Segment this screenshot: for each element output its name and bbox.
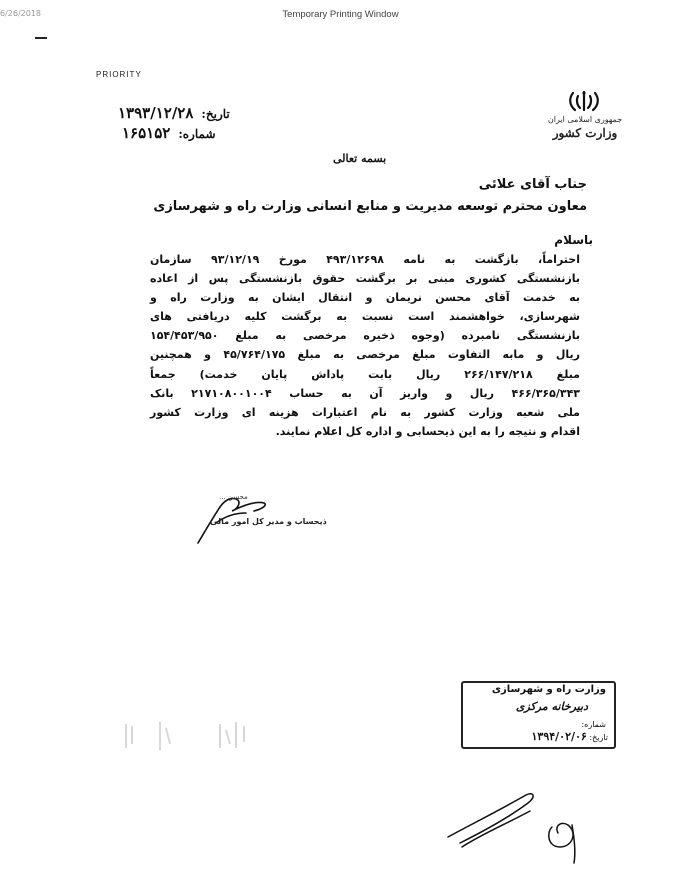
- stamp-number-label: شماره:: [581, 720, 606, 729]
- number-value: ۱۶۵۱۵۲: [122, 124, 171, 142]
- window-title: Temporary Printing Window: [282, 9, 399, 20]
- date-label: تاریخ:: [201, 107, 230, 121]
- body-line: ریال و مابه التفاوت مبلغ مرخصی به مبلغ ۴۵/۷۶۴/۱۷۵ و همچنین: [150, 348, 580, 362]
- receipt-stamp: [461, 681, 616, 749]
- org-line-ministry: وزارت کشور: [552, 126, 618, 140]
- date-value: ۱۳۹۳/۱۲/۲۸: [118, 104, 194, 122]
- stamp-date-value: ۱۳۹۴/۰۲/۰۶: [531, 730, 587, 743]
- body-line: ۴۶۶/۳۶۵/۳۴۳ ریال و واریز آن به حساب ۲۱۷۱۰۸۰۰۱۰۰۴ بانک: [150, 386, 580, 400]
- stamp-org: وزارت راه و شهرسازی: [491, 684, 606, 695]
- iran-emblem-icon: [567, 90, 601, 112]
- print-date: 6/26/2018: [0, 9, 42, 18]
- body-line: شهرسازی، خواهشمند است نسبت به برگشت کلیه دریافتی های: [150, 310, 580, 324]
- addressee-title: معاون محترم توسعه مدیریت و منابع انسانی وزارت راه و شهرسازی: [153, 199, 587, 214]
- body-line: مبلغ ۲۶۶/۱۴۷/۲۱۸ ریال بابت پاداش پایان خدمت) جمعاً: [150, 367, 580, 381]
- handwritten-annotation: [440, 775, 600, 875]
- body-line: به خدمت آقای محسن نریمان و انتقال ایشان به وزارت راه و: [150, 291, 580, 305]
- signatory-title: ذیحساب و مدیر کل امور مالی: [210, 517, 327, 526]
- letter-body: [150, 250, 580, 441]
- organization-name: [545, 114, 625, 141]
- body-line: احتراماً، بازگشت به نامه ۴۹۳/۱۲۶۹۸ مورخ ۹۳/۱۲/۱۹ سازمان: [150, 253, 580, 266]
- priority-mark: PRIORITY: [96, 70, 142, 79]
- org-line-country: جمهوری اسلامی ایران: [547, 115, 623, 124]
- stamp-date-label: تاریخ:: [589, 733, 608, 742]
- minimize-mark: [35, 37, 47, 39]
- number-label: شماره:: [178, 127, 216, 141]
- greeting: باسلام: [554, 233, 593, 247]
- faint-bleedthrough: [120, 714, 260, 754]
- signature-block: [194, 493, 327, 549]
- body-line: ملی شعبه وزارت کشور به نام اعتبارات هزینه ای وزارت کشور: [150, 405, 580, 419]
- addressee-name: جناب آقای علائی: [478, 177, 587, 192]
- letter-number: [122, 124, 216, 142]
- stamp-date: [532, 730, 608, 743]
- body-line: بازنشستگی نامبرده (وجوه ذخیره مرخصی به مبلغ ۱۵۴/۴۵۳/۹۵۰: [150, 329, 580, 343]
- body-line: بازنشستگی کشوری مبنی بر برگشت حقوق بازنشستگی پس از اعاده: [150, 272, 580, 286]
- letter-date: [118, 104, 230, 122]
- signatory-name: محسن ...: [219, 493, 248, 501]
- body-line: اقدام و نتیجه را به این ذیحسابی و اداره کل اعلام نمایند.: [275, 424, 580, 438]
- stamp-title: دبیرخانه مرکزی: [515, 700, 588, 713]
- basmala: بسمه تعالی: [333, 152, 387, 165]
